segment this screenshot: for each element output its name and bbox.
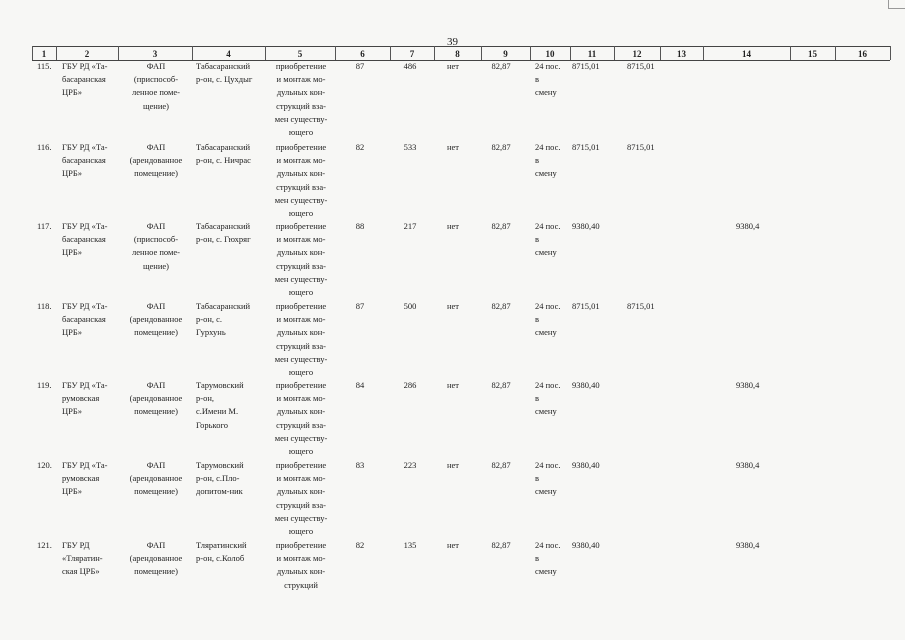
header-top-border	[32, 46, 890, 47]
col-12-amount: 8715,01	[627, 301, 655, 311]
col-6-value: 87	[355, 301, 365, 311]
facility-address: Тарумовский р-он, с.Пло- допитом-ник	[196, 460, 244, 497]
col-6-value: 88	[355, 221, 365, 231]
col-8-value: нет	[446, 61, 460, 71]
col-9-value: 82,87	[491, 301, 511, 311]
col-12-amount: 8715,01	[627, 61, 655, 71]
column-number-header: 13	[677, 49, 686, 59]
col-6-value: 87	[355, 61, 365, 71]
row-number: 117.	[37, 221, 52, 231]
facility-address: Тарумовский р-он, с.Имени М. Горького	[196, 380, 244, 430]
organization-name: ГБУ РД «Та- басаранская ЦРБ»	[62, 61, 108, 98]
column-number-header: 12	[632, 49, 642, 59]
column-number-header: 1	[41, 49, 47, 59]
row-number: 115.	[37, 61, 52, 71]
col-9-value: 82,87	[491, 61, 511, 71]
page-number: 39	[447, 36, 458, 48]
facility-address: Тляратинский р-он, с.Колоб	[196, 540, 247, 564]
capacity-value: 24 пос. в смену	[535, 61, 561, 98]
col-8-value: нет	[446, 142, 460, 152]
capacity-value: 24 пос. в смену	[535, 540, 561, 577]
facility-address: Табасаранский р-он, с. Цухдыг	[196, 61, 253, 85]
organization-name: ГБУ РД «Та- басаранская ЦРБ»	[62, 221, 108, 258]
facility-type: ФАП (арендованное помещение)	[129, 540, 183, 577]
column-number-header: 4	[226, 49, 231, 59]
facility-type: ФАП (приспособ- ленное поме- щение)	[132, 221, 180, 271]
col-14-amount: 9380,4	[736, 460, 760, 470]
column-number-header: 16	[858, 49, 867, 59]
col-7-value: 217	[403, 221, 417, 231]
col-7-value: 135	[403, 540, 417, 550]
col-7-value: 286	[403, 380, 417, 390]
row-number: 116.	[37, 142, 52, 152]
col-14-amount: 9380,4	[736, 540, 760, 550]
organization-name: ГБУ РД «Тляратин- ская ЦРБ»	[62, 540, 103, 577]
col-11-amount: 8715,01	[572, 61, 600, 71]
work-description: приобретение и монтаж мо- дульных кон- струкций вза- мен существу- ющего	[274, 380, 328, 457]
scan-corner-mark	[888, 0, 905, 9]
col-9-value: 82,87	[491, 142, 511, 152]
col-8-value: нет	[446, 460, 460, 470]
col-9-value: 82,87	[491, 460, 511, 470]
column-number-header: 3	[152, 49, 158, 59]
col-6-value: 82	[355, 540, 365, 550]
column-number-header: 2	[84, 49, 90, 59]
col-7-value: 223	[403, 460, 417, 470]
capacity-value: 24 пос. в смену	[535, 221, 561, 258]
column-number-header: 6	[360, 49, 365, 59]
work-description: приобретение и монтаж мо- дульных кон- струкций	[275, 540, 327, 590]
work-description: приобретение и монтаж мо- дульных кон- струкций вза- мен существу- ющего	[274, 221, 328, 298]
column-number-header: 7	[409, 49, 415, 59]
col-11-amount: 9380,40	[572, 221, 600, 231]
work-description: приобретение и монтаж мо- дульных кон- струкций вза- мен существу- ющего	[274, 301, 328, 378]
col-8-value: нет	[446, 301, 460, 311]
col-11-amount: 9380,40	[572, 540, 600, 550]
col-11-amount: 9380,40	[572, 460, 600, 470]
col-6-value: 83	[355, 460, 365, 470]
column-number-header: 5	[297, 49, 303, 59]
facility-address: Табасаранский р-он, с. Гурхунь	[196, 301, 251, 338]
col-7-value: 486	[403, 61, 417, 71]
col-8-value: нет	[446, 380, 460, 390]
organization-name: ГБУ РД «Та- румовская ЦРБ»	[62, 380, 108, 417]
col-7-value: 500	[403, 301, 417, 311]
col-14-amount: 9380,4	[736, 380, 760, 390]
col-11-amount: 9380,40	[572, 380, 600, 390]
column-number-header: 14	[742, 49, 751, 59]
capacity-value: 24 пос. в смену	[535, 460, 561, 497]
capacity-value: 24 пос. в смену	[535, 380, 561, 417]
col-11-amount: 8715,01	[572, 301, 600, 311]
work-description: приобретение и монтаж мо- дульных кон- струкций вза- мен существу- ющего	[274, 61, 328, 138]
row-number: 119.	[37, 380, 52, 390]
capacity-value: 24 пос. в смену	[535, 142, 561, 179]
col-8-value: нет	[446, 221, 460, 231]
column-number-header: 9	[503, 49, 508, 59]
col-9-value: 82,87	[491, 221, 511, 231]
column-number-header: 8	[455, 49, 460, 59]
capacity-value: 24 пос. в смену	[535, 301, 561, 338]
row-number: 118.	[37, 301, 52, 311]
organization-name: ГБУ РД «Та- басаранская ЦРБ»	[62, 142, 108, 179]
facility-type: ФАП (приспособ- ленное поме- щение)	[132, 61, 180, 111]
row-number: 121.	[37, 540, 52, 550]
facility-type: ФАП (арендованное помещение)	[129, 142, 183, 179]
column-number-header: 15	[808, 49, 817, 59]
col-6-value: 82	[355, 142, 365, 152]
work-description: приобретение и монтаж мо- дульных кон- струкций вза- мен существу- ющего	[274, 460, 328, 537]
col-14-amount: 9380,4	[736, 221, 760, 231]
header-column-divider	[890, 46, 891, 60]
column-number-header: 11	[587, 49, 597, 59]
column-number-header: 10	[545, 49, 555, 59]
col-9-value: 82,87	[491, 380, 511, 390]
col-8-value: нет	[446, 540, 460, 550]
facility-type: ФАП (арендованное помещение)	[129, 380, 183, 417]
col-6-value: 84	[355, 380, 365, 390]
facility-address: Табасаранский р-он, с. Ничрас	[196, 142, 251, 166]
facility-type: ФАП (арендованное помещение)	[129, 460, 183, 497]
organization-name: ГБУ РД «Та- басаранская ЦРБ»	[62, 301, 108, 338]
organization-name: ГБУ РД «Та- румовская ЦРБ»	[62, 460, 108, 497]
facility-address: Табасаранский р-он, с. Гюхряг	[196, 221, 251, 245]
facility-type: ФАП (арендованное помещение)	[129, 301, 183, 338]
col-12-amount: 8715,01	[627, 142, 655, 152]
col-7-value: 533	[403, 142, 417, 152]
row-number: 120.	[37, 460, 52, 470]
col-9-value: 82,87	[491, 540, 511, 550]
work-description: приобретение и монтаж мо- дульных кон- струкций вза- мен существу- ющего	[274, 142, 328, 219]
col-11-amount: 8715,01	[572, 142, 600, 152]
